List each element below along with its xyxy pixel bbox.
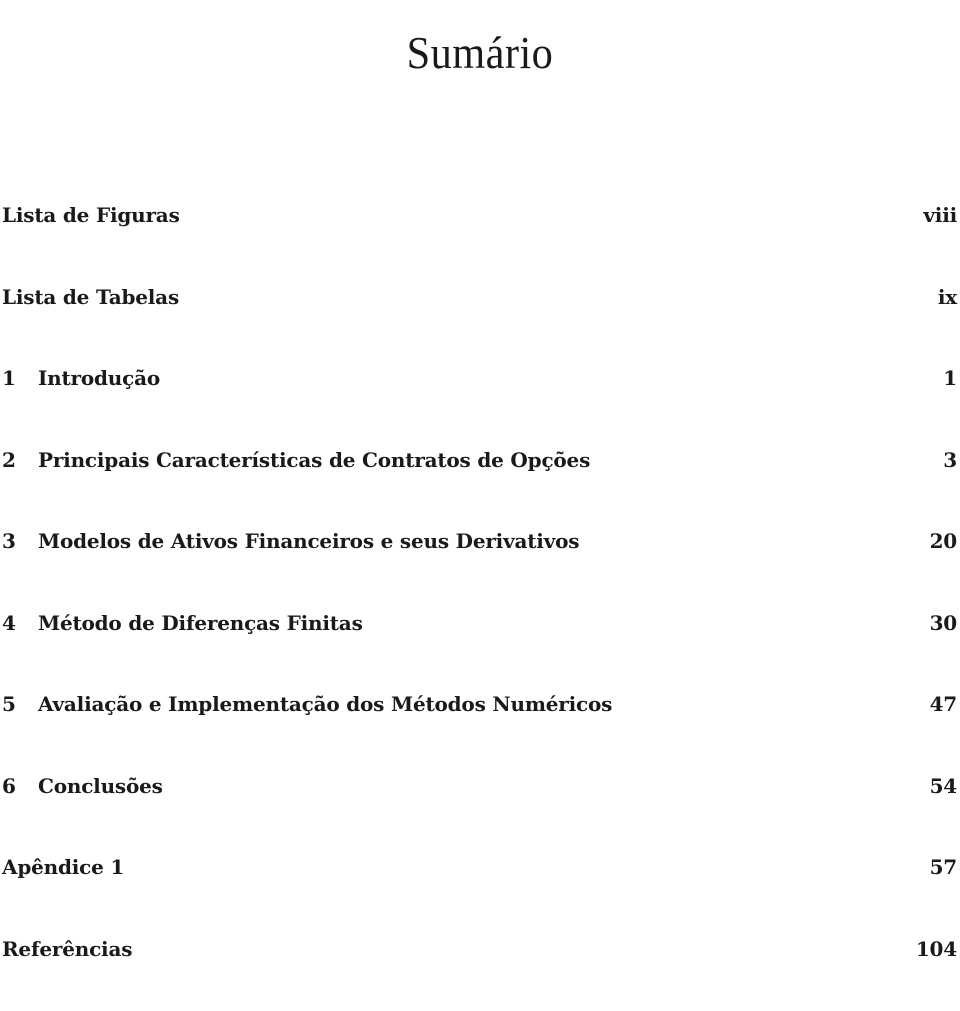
toc-entry-label: Conclusões (38, 771, 930, 801)
toc-entry-page: 3 (943, 445, 957, 475)
toc-entry-lista-de-figuras[interactable] (0, 196, 960, 278)
toc-entry-chapter-3[interactable] (0, 522, 960, 604)
toc-entry-chapter-1[interactable] (0, 359, 960, 441)
toc-entry-chapter-2[interactable] (0, 441, 960, 523)
toc-entry-number: 2 (2, 445, 38, 475)
toc-entry-number: 3 (2, 526, 38, 556)
toc-list (0, 196, 960, 1011)
toc-entry-label: Método de Diferenças Finitas (38, 608, 930, 638)
toc-entry-page: 30 (930, 608, 957, 638)
toc-entry-lista-de-tabelas[interactable] (0, 278, 960, 360)
toc-entry-page: ix (938, 282, 957, 312)
toc-entry-chapter-4[interactable] (0, 604, 960, 686)
toc-entry-apendice-1[interactable] (0, 848, 960, 930)
toc-entry-number: 5 (2, 689, 38, 719)
toc-entry-label: Referências (2, 934, 916, 964)
toc-entry-label: Apêndice 1 (2, 852, 930, 882)
toc-entry-page: 1 (943, 363, 957, 393)
toc-entry-label: Principais Características de Contratos de Opções (38, 445, 943, 475)
toc-entry-number: 6 (2, 771, 38, 801)
page-title: Sumário (38, 23, 921, 83)
toc-entry-number: 4 (2, 608, 38, 638)
toc-entry-label: Lista de Figuras (2, 200, 923, 230)
toc-entry-page: viii (923, 200, 957, 230)
toc-entry-page: 47 (930, 689, 957, 719)
toc-entry-label: Lista de Tabelas (2, 282, 938, 312)
toc-entry-page: 54 (930, 771, 957, 801)
toc-entry-referencias[interactable] (0, 930, 960, 1011)
toc-entry-label: Introdução (38, 363, 943, 393)
toc-entry-label: Avaliação e Implementação dos Métodos Numéricos (38, 689, 930, 719)
toc-entry-chapter-6[interactable] (0, 767, 960, 849)
toc-entry-label: Modelos de Ativos Financeiros e seus Derivativos (38, 526, 930, 556)
toc-entry-page: 20 (930, 526, 957, 556)
toc-entry-number: 1 (2, 363, 38, 393)
toc-entry-page: 57 (930, 852, 957, 882)
toc-entry-chapter-5[interactable] (0, 685, 960, 767)
toc-entry-page: 104 (916, 934, 957, 964)
